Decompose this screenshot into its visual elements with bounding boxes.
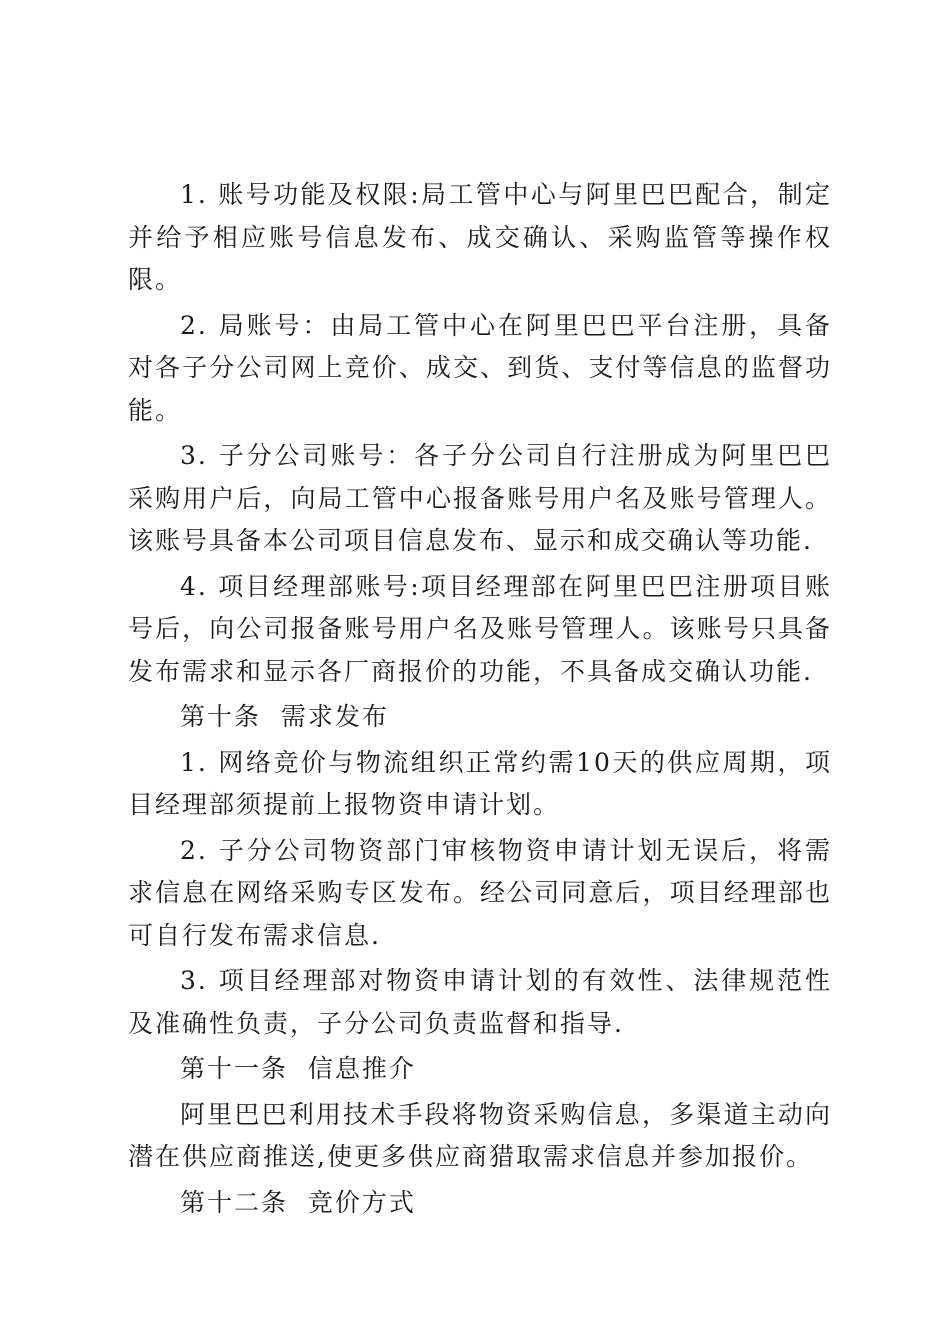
clause-demand-publish: 2. 子分公司物资部门审核物资申请计划无误后，将需求信息在网络采购专区发布。经公司同意后，项目经理部也可自行发布需求信息. <box>128 835 832 950</box>
clause-supply-cycle: 1. 网络竞价与物流组织正常约需10天的供应周期，项目经理部须提前上报物资申请计划。 <box>128 747 832 819</box>
article-10-heading: 第十条 需求发布 <box>180 702 389 731</box>
clause-bureau-account: 2. 局账号：由局工管中心在阿里巴巴平台注册，具备对各子分公司网上竞价、成交、到货、支付等信息的监督功能。 <box>128 310 832 425</box>
article-12-heading: 第十二条 竞价方式 <box>180 1187 416 1217</box>
clause-project-dept-account: 4. 项目经理部账号:项目经理部在阿里巴巴注册项目账号后，向公司报备账号用户名及账号管理人。该账号只具备发布需求和显示各厂商报价的功能，不具备成交确认功能. <box>128 571 832 686</box>
article-11-heading: 第十一条 信息推介 <box>180 1054 416 1083</box>
clause-subsidiary-account: 3. 子分公司账号：各子分公司自行注册成为阿里巴巴采购用户后，向局工管中心报备账号用户名及账号管理人。该账号具备本公司项目信息发布、显示和成交确认等功能. <box>128 441 832 555</box>
document-body <box>128 174 832 1227</box>
clause-account-permissions: 1. 账号功能及权限:局工管中心与阿里巴巴配合，制定并给予相应账号信息发布、成交确认、采购监管等操作权限。 <box>128 180 832 294</box>
clause-info-promotion: 阿里巴巴利用技术手段将物资采购信息，多渠道主动向潜在供应商推送,使更多供应商猎取需求信息并参加报价。 <box>128 1099 832 1171</box>
clause-plan-responsibility: 3. 项目经理部对物资申请计划的有效性、法律规范性及准确性负责，子分公司负责监督和指导. <box>128 966 832 1038</box>
